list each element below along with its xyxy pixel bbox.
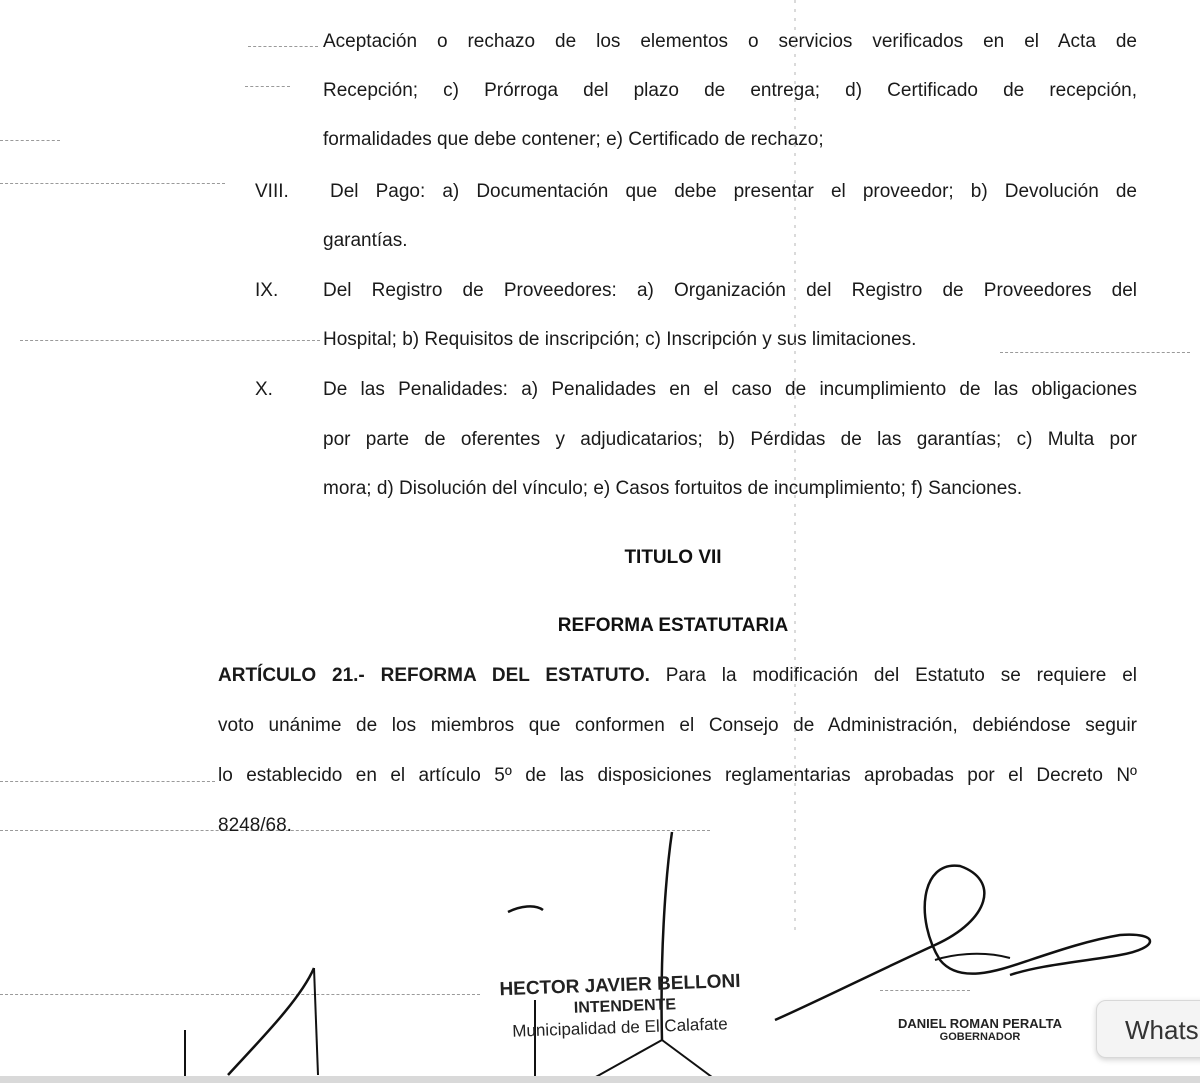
list-item-line: De las Penalidades: a) Penalidades en el caso de incumplimiento de las obligaciones — [323, 379, 1137, 400]
signature-left-name: HECTOR JAVIER BELLONI — [499, 970, 741, 1001]
article-heading: ARTÍCULO 21.- REFORMA DEL ESTATUTO. — [218, 665, 650, 686]
signature-left-role: INTENDENTE — [573, 996, 677, 1017]
section-subtitle: REFORMA ESTATUTARIA — [557, 615, 789, 636]
list-item-line: formalidades que debe contener; e) Certificado de rechazo; — [323, 129, 824, 150]
section-title: TITULO VII — [624, 547, 722, 568]
article-text: Para la modificación del Estatuto se requiere el — [665, 665, 1137, 686]
list-item-number: X. — [255, 379, 273, 400]
list-item-number: VIII. — [255, 181, 289, 202]
list-item-line: Del Registro de Proveedores: a) Organización del Registro de Proveedores del — [323, 280, 1137, 301]
signature-right-role: GOBERNADOR — [939, 1031, 1021, 1043]
list-item-line: garantías. — [323, 230, 408, 251]
list-item-number: IX. — [255, 280, 279, 301]
list-item-line: Aceptación o rechazo de los elementos o servicios verificados en el Acta de — [323, 31, 1137, 52]
bottom-edge-bar — [0, 1076, 1200, 1083]
list-item-line: Del Pago: a) Documentación que debe presentar el proveedor; b) Devolución de — [330, 181, 1137, 202]
list-item-line: Hospital; b) Requisitos de inscripción; c) Inscripción y sus limitaciones. — [323, 329, 917, 350]
whatsapp-toast[interactable]: Whats — [1096, 1000, 1200, 1058]
signature-right-name: DANIEL ROMAN PERALTA — [898, 1016, 1062, 1031]
article-line: 8248/68. — [218, 815, 292, 836]
signature-left-org: Municipalidad de El Calafate — [511, 1014, 728, 1041]
article-line: voto unánime de los miembros que conformen el Consejo de Administración, debiéndose seguir — [218, 715, 1137, 736]
list-item-line: Recepción; c) Prórroga del plazo de entrega; d) Certificado de recepción, — [323, 80, 1137, 101]
list-item-line: por parte de oferentes y adjudicatarios; b) Pérdidas de las garantías; c) Multa por — [323, 429, 1137, 450]
list-item-line: mora; d) Disolución del vínculo; e) Casos fortuitos de incumplimiento; f) Sanciones. — [323, 478, 1023, 499]
article-line: lo establecido en el artículo 5º de las disposiciones reglamentarias aprobadas por el Decreto Nº — [218, 765, 1137, 786]
